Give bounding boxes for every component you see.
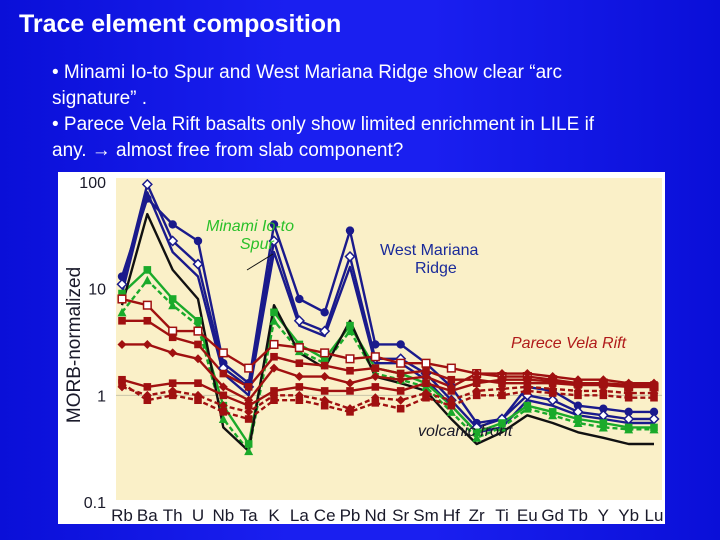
y-tick-label: 100 — [79, 175, 106, 192]
data-point — [169, 333, 177, 341]
data-point — [270, 353, 278, 361]
data-point — [396, 340, 404, 348]
x-tick-label: Th — [162, 506, 183, 524]
spider-diagram-figure — [58, 172, 665, 524]
data-point — [372, 353, 380, 361]
y-tick-label: 10 — [88, 281, 106, 299]
slide-title: Trace element composition — [19, 10, 342, 38]
x-tick-label: Hf — [442, 506, 460, 524]
x-tick-label: Yb — [618, 506, 640, 524]
x-tick-label: Sm — [413, 506, 439, 524]
x-tick-label: Lu — [644, 506, 664, 524]
data-point — [144, 317, 152, 325]
data-point — [296, 359, 304, 367]
x-tick-label: Eu — [516, 506, 538, 524]
x-tick-label: Rb — [111, 506, 133, 524]
annotation-minami-ioto: Minami Io-to — [206, 218, 295, 235]
data-point — [372, 383, 380, 391]
bullet-line: • Minami Io-to Spur and West Mariana Ridge show clear “arc — [52, 62, 563, 83]
data-point — [245, 364, 253, 372]
x-tick-label: Nd — [364, 506, 387, 524]
data-point — [270, 309, 278, 317]
x-tick-label: K — [268, 506, 280, 524]
x-tick-label: Gd — [541, 506, 565, 524]
data-point — [320, 308, 328, 316]
data-point — [220, 370, 228, 378]
annotation-volcanic-front: volcanic front — [418, 423, 513, 440]
x-tick-label: Sr — [392, 506, 410, 524]
data-point — [144, 266, 152, 274]
data-point — [397, 359, 405, 367]
data-point — [194, 379, 202, 387]
x-tick-label: Ta — [239, 506, 258, 524]
data-point — [448, 364, 456, 372]
data-point — [321, 362, 329, 370]
y-tick-label: 0.1 — [83, 495, 106, 512]
data-point — [321, 349, 329, 357]
data-point — [295, 295, 303, 303]
data-point — [498, 376, 506, 384]
data-point — [220, 392, 228, 400]
annotation-west-mariana-line2: Ridge — [415, 260, 457, 277]
data-point — [143, 194, 151, 202]
data-point — [220, 349, 228, 357]
y-tick-label: 1 — [97, 388, 106, 406]
x-tick-label: Y — [597, 506, 610, 524]
data-point — [371, 340, 379, 348]
annotation-minami-ioto-line2: Spur — [240, 236, 274, 253]
bullet-list — [52, 60, 702, 164]
annotation-parece-vela: Parece Vela Rift — [511, 335, 627, 352]
data-point — [270, 341, 278, 349]
data-point — [144, 301, 152, 309]
x-tick-label: Ti — [495, 506, 509, 524]
x-tick-label: Nb — [212, 506, 235, 524]
x-tick-label: U — [191, 506, 205, 524]
data-point — [650, 381, 658, 389]
data-point — [245, 383, 253, 391]
data-point — [346, 367, 354, 375]
data-point — [168, 220, 176, 228]
bullet-line: signature” . — [52, 88, 148, 109]
bullet-line: any. → almost free from slab component? — [52, 140, 404, 161]
data-point — [397, 387, 405, 395]
x-tick-label: Zr — [468, 506, 485, 524]
x-tick-label: Ba — [136, 506, 158, 524]
x-tick-label: La — [289, 506, 309, 524]
data-point — [422, 379, 430, 387]
data-point — [346, 226, 354, 234]
data-point — [296, 383, 304, 391]
data-point — [118, 295, 126, 303]
x-tick-label: Pb — [339, 506, 361, 524]
x-tick-label: Tb — [568, 506, 588, 524]
bullet-line: • Parece Vela Rift basalts only show limited enrichment in LILE if — [52, 114, 595, 135]
data-point — [144, 383, 152, 391]
data-point — [600, 379, 608, 387]
data-point — [321, 387, 329, 395]
data-point — [397, 405, 405, 413]
data-point — [346, 355, 354, 363]
data-point — [296, 344, 304, 352]
y-axis-label: MORB-normalized — [64, 266, 85, 424]
data-point — [625, 381, 633, 389]
data-point — [372, 364, 380, 372]
x-tick-label: Ce — [313, 506, 336, 524]
data-point — [549, 378, 557, 386]
data-point — [194, 341, 202, 349]
data-point — [422, 359, 430, 367]
data-point — [448, 387, 456, 395]
data-point — [169, 379, 177, 387]
data-point — [118, 317, 126, 325]
data-point — [473, 379, 481, 387]
data-point — [194, 237, 202, 245]
annotation-west-mariana: West Mariana — [380, 242, 479, 259]
spider-diagram — [58, 172, 665, 524]
data-point — [574, 379, 582, 387]
data-point — [346, 387, 354, 395]
data-point — [194, 327, 202, 335]
